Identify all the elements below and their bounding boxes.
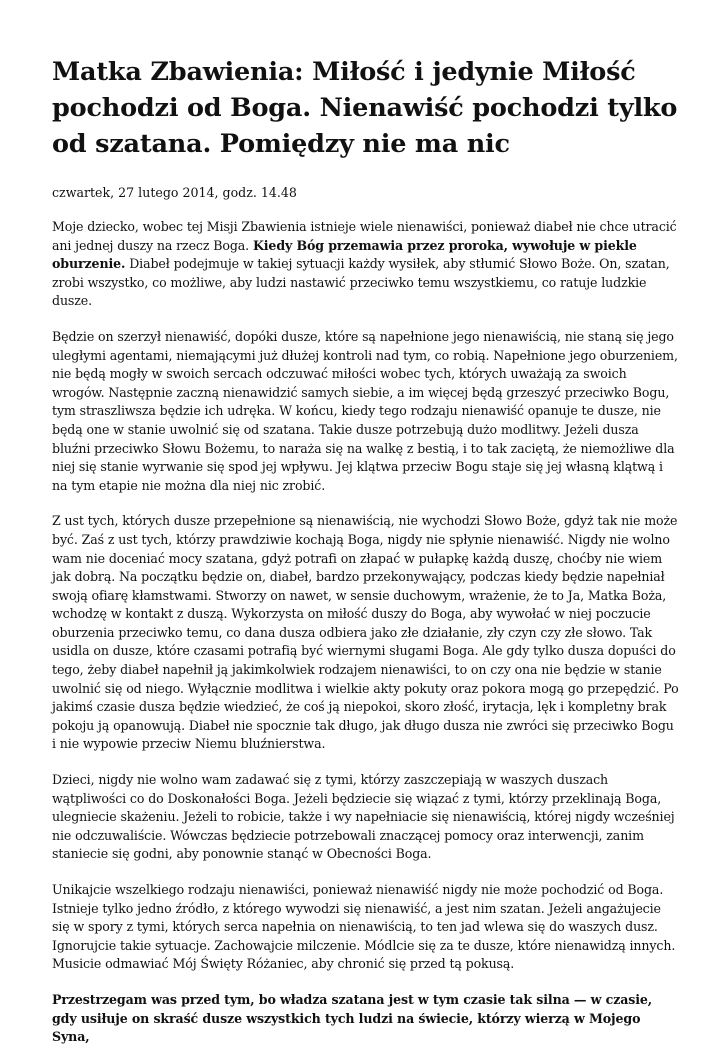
paragraph-1 bbox=[52, 218, 680, 311]
paragraph-6 bbox=[52, 991, 680, 1047]
paragraph-2: Będzie on szerzył nienawiść, dopóki dusze, które są napełnione jego nienawiścią, nie staną się jego uległymi agentami, niemającymi już dłużej kontroli nad tym, co robią. Napełnione jego oburzeniem, nie będą mogły w swoich sercach odczuwać miłości wobec tych, których uważają za swoich wrogów. Następnie zaczną nienawidzić samych siebie, a im więcej będą grzeszyć przeciwko Bogu, tym straszliwsza będzie ich udręka. W końcu, kiedy tego rodzaju nienawiść opanuje te dusze, nie będą one w stanie uwolnić się od szatana. Takie dusze potrzebują dużo modlitwy. Jeżeli dusza bluźni przeciwko Słowu Bożemu, to naraża się na walkę z bestią, i to tak zaciętą, że niemożliwe dla niej się stanie wyrwanie się spod jej wpływu. Jej klątwa przeciw Bogu staje się jej własną klątwą i na tym etapie nie można dla niej nic zrobić. bbox=[52, 328, 678, 493]
article-date: czwartek, 27 lutego 2014, godz. 14.48 bbox=[52, 185, 297, 200]
paragraph-3: Z ust tych, których dusze przepełnione są nienawiścią, nie wychodzi Słowo Boże, gdyż tak nie może być. Zaś z ust tych, którzy prawdziwie kochają Boga, nigdy nie spłynie nienawiść. Nigdy nie wolno wam nie doceniać mocy szatana, gdyż potrafi on złapać w pułapkę każdą duszę, choćby nie wiem jak dobrą. Na początku będzie on, diabeł, bardzo przekonywający, podczas kiedy będzie napełniał swoją ofiarę kłamstwami. Stworzy on nawet, w sensie duchowym, wrażenie, że to Ja, Matka Boża, wchodzę w kontakt z duszą. Wykorzysta on miłość duszy do Boga, aby wywołać w niej poczucie oburzenia przeciwko temu, co dana dusza odbiera jako złe działanie, zły czyn czy złe słowo. Tak usidla on dusze, które czasami potrafią być wiernymi sługami Boga. Ale gdy tylko dusza dopuści do tego, żeby diabeł napełnił ją jakimkolwiek rodzajem nienawiści, to on czy ona nie będzie w stanie uwolnić się od niego. Wyłącznie modlitwa i wielkie akty pokuty oraz pokora mogą go przepędzić. Po jakimś czasie dusza będzie wiedzieć, że coś ją niepokoi, skoro złość, irytacja, lęk i kompletny brak pokoju ją opanowują. Diabeł nie spocznie tak długo, jak długo dusza nie zwróci się przeciwko Bogu i nie wypowie przeciw Niemu bluźnierstwa. bbox=[52, 513, 679, 752]
paragraph-4: Dzieci, nigdy nie wolno wam zadawać się z tymi, którzy zaszczepiają w waszych duszach wątpliwości co do Doskonałości Boga. Jeżeli będziecie się wiązać z tymi, którzy przeklinają Boga, ulegniecie skażeniu. Jeżeli to robicie, także i wy napełniacie się nienawiścią, której nigdy wcześniej nie odczuwaliście. Wówczas będziecie potrzebowali znaczącej pomocy oraz interwencji, zanim staniecie się godni, aby ponownie stanąć w Obecności Boga. bbox=[52, 772, 675, 862]
paragraph-1-bold: Kiedy Bóg przemawia przez proroka, wywołuje w piekle oburzenie. bbox=[52, 237, 637, 272]
article-title: Matka Zbawienia: Miłość i jedynie Miłość pochodzi od Boga. Nienawiść pochodzi tylko od szatana. Pomiędzy nie ma nic bbox=[52, 57, 678, 159]
paragraph-6-bold: Przestrzegam was przed tym, bo władza szatana jest w tym czasie tak silna — w czasie, gdy usiłuje on skraść dusze wszystkich tych ludzi na świecie, którzy wierzą w Mojego Syna, bbox=[52, 991, 653, 1045]
paragraph-5: Unikajcie wszelkiego rodzaju nienawiści, ponieważ nienawiść nigdy nie może pochodzić od Boga. Istnieje tylko jedno źródło, z którego wywodzi się nienawiść, a jest nim szatan. Jeżeli angażujecie się w spory z tymi, których serca napełnia on nienawiścią, to ten jad wlewa się do waszych dusz. Ignorujcie takie sytuacje. Zachowajcie milczenie. Módlcie się za te dusze, które nienawidzą innych. Musicie odmawiać Mój Święty Różaniec, aby chronić się przed tą pokusą. bbox=[52, 882, 676, 972]
article bbox=[52, 54, 680, 1047]
paragraph-1-text-a: Moje dziecko, wobec tej Misji Zbawienia istnieje wiele nienawiści, ponieważ diabeł nie chce utracić ani jednej duszy na rzecz Boga. bbox=[52, 219, 677, 253]
paragraph-1-text-b: Diabeł podejmuje w takiej sytuacji każdy wysiłek, aby stłumić Słowo Boże. On, szatan, zrobi wszystko, co możliwe, aby ludzi nastawić przeciwko temu wszystkiemu, co ratuje ludzkie dusze. bbox=[52, 256, 670, 309]
